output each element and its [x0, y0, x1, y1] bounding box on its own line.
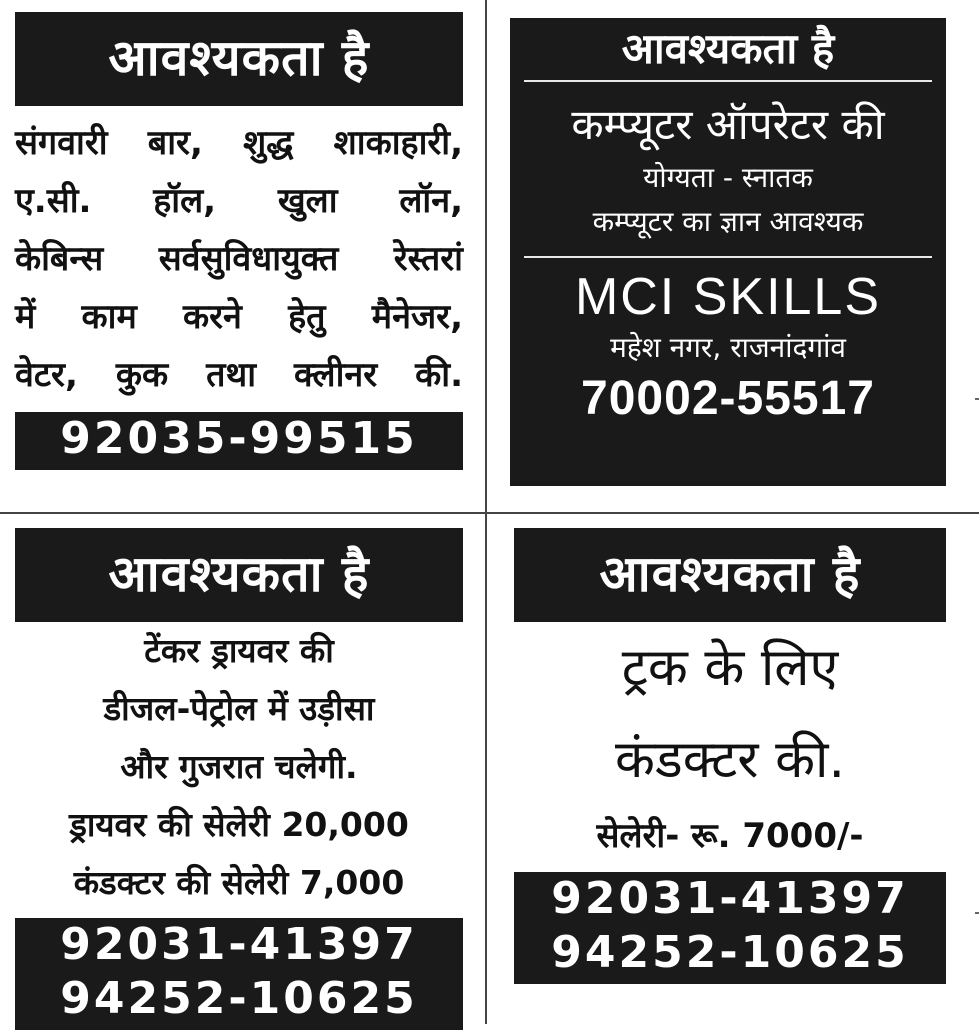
phone-number: 70002-55517 — [581, 372, 875, 425]
ad-heading: आवश्यकता है — [15, 12, 463, 106]
ad-line: और गुजरात चलेगी. — [120, 747, 358, 786]
ad-line: टेंकर ड्रायवर की — [144, 631, 334, 670]
ad-body — [15, 106, 463, 404]
ad-line: केबिन्स सर्वसुविधायुक्त रेस्तरां — [15, 239, 463, 279]
ad-line: डीजल-पेट्रोल में उड़ीसा — [103, 689, 375, 728]
company-name: MCI SKILLS — [574, 268, 882, 326]
ad-line: कंडक्टर की. — [614, 730, 846, 790]
ad-line: कंडक्टर की सेलेरी 7,000 — [73, 863, 405, 902]
phone-box — [514, 872, 946, 984]
ad-line: में काम करने हेतु मैनेजर, — [15, 297, 463, 337]
ad-line: ए.सी. हॉल, खुला लॉन, — [15, 181, 463, 221]
ad-line: ट्रक के लिए — [621, 638, 839, 698]
salary: सेलेरी- रू. 7000/- — [596, 816, 864, 856]
ad-tanker-driver — [15, 528, 463, 1030]
phone-number: 94252-10625 — [60, 973, 418, 1024]
ad-heading: आवश्यकता है — [15, 528, 463, 622]
phone-number: 92031-41397 — [60, 919, 418, 970]
row-divider — [0, 512, 979, 514]
phone-number: 92031-41397 — [551, 873, 909, 924]
ad-body — [15, 622, 463, 912]
ad-line: वेटर, कुक तथा क्लीनर की. — [15, 355, 463, 395]
edge-mark — [975, 398, 979, 400]
qualification: योग्यता - स्नातक — [643, 161, 813, 194]
ad-line: ड्रायवर की सेलेरी 20,000 — [69, 805, 409, 844]
phone-number: 92035-99515 — [15, 412, 463, 470]
divider-rule — [524, 80, 932, 82]
phone-box — [15, 918, 463, 1030]
phone-number: 94252-10625 — [551, 927, 909, 978]
divider-rule — [524, 256, 932, 258]
job-title: कम्प्यूटर ऑपरेटर की — [571, 100, 885, 149]
requirement: कम्प्यूटर का ज्ञान आवश्यक — [592, 205, 864, 238]
address: महेश नगर, राजनांदगांव — [610, 331, 846, 364]
ad-computer-operator — [510, 18, 946, 486]
ad-restaurant-staff — [15, 12, 463, 470]
ad-truck-conductor — [514, 528, 946, 984]
ad-heading: आवश्यकता है — [514, 528, 946, 622]
ad-heading: आवश्यकता है — [621, 24, 835, 73]
ad-line: संगवारी बार, शुद्ध शाकाहारी, — [15, 123, 463, 163]
edge-mark — [975, 912, 979, 914]
